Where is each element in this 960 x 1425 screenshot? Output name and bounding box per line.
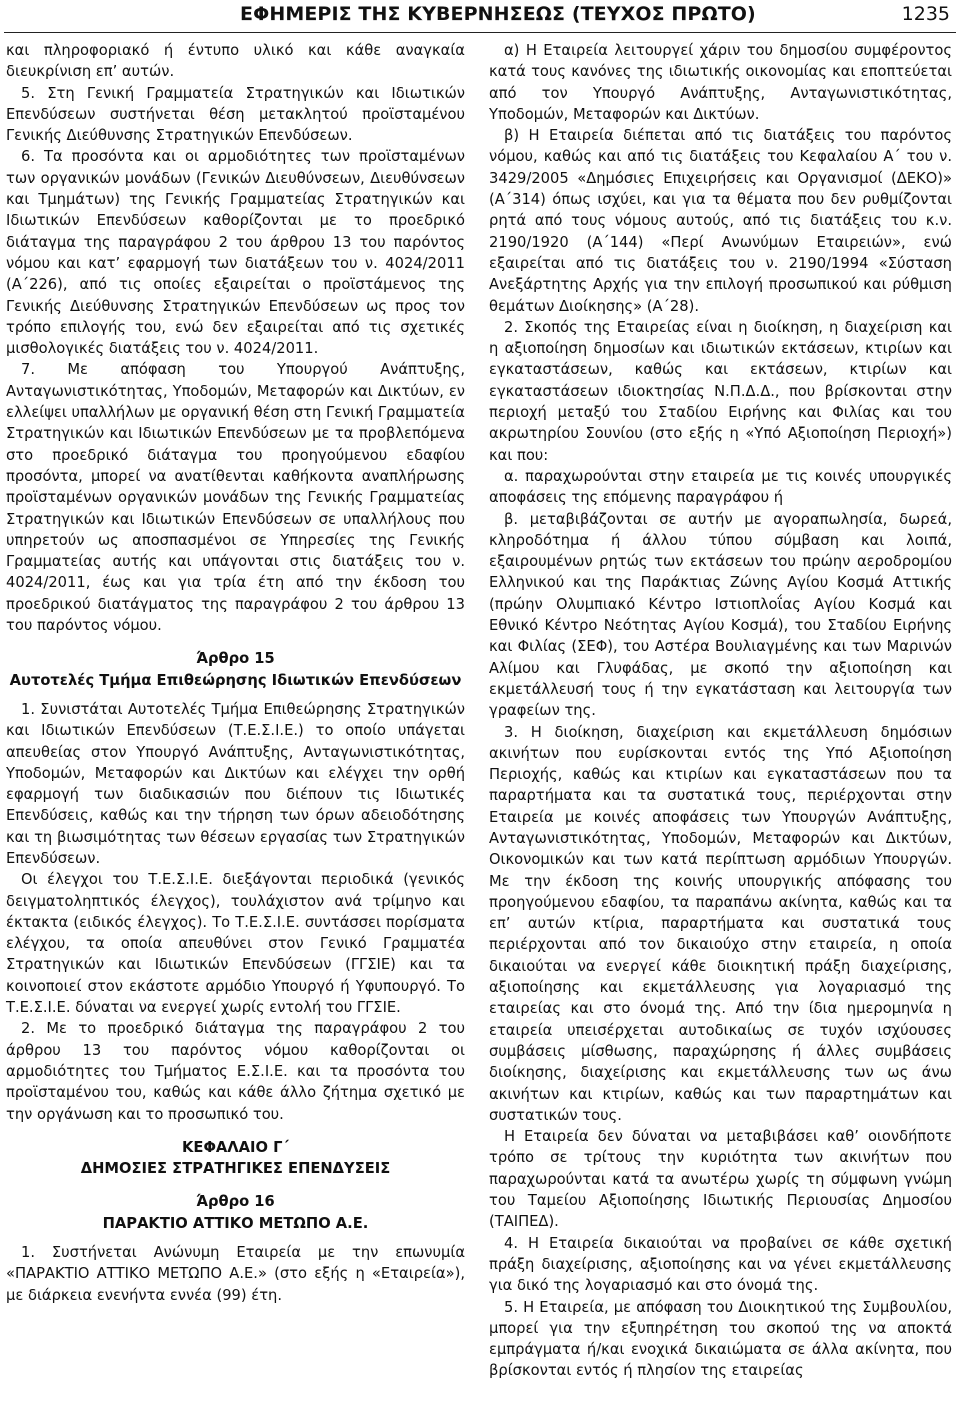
right-column: [489, 40, 952, 1382]
paragraph: Οι έλεγχοι του Τ.Ε.Σ.Ι.Ε. διεξάγονται περιοδικά (γενικός δειγματοληπτικός έλεγχος), τουλάχιστον ανά τρίμηνο και έκτακτα (ειδικός έλεγχος). Το Τ.Ε.Σ.Ι.Ε. συντάσσει πορίσματα ελέγχου, τα οποία απευθύνει στον Γενικό Γραμματέα Στρατηγικών και Ιδιωτικών Επενδύσεων (ΓΓΣΙΕ) και τα κοινοποιεί στον εκάστοτε αρμόδιο Υπουργό ή Υφυπουργό. Το Τ.Ε.Σ.Ι.Ε. δύναται να ενεργεί χωρίς εντολή του ΓΓΣΙΕ.: [6, 871, 465, 1017]
chapter-subheading: ΔΗΜΟΣΙΕΣ ΣΤΡΑΤΗΓΙΚΕΣ ΕΠΕΝΔΥΣΕΙΣ: [80, 1160, 391, 1178]
paragraph: 1. Συστήνεται Ανώνυμη Εταιρεία με την επωνυμία «ΠΑΡΑΚΤΙΟ ΑΤΤΙΚΟ ΜΕΤΩΠΟ Α.Ε.» (στο εξής η «Εταιρεία»), με διάρκεια ενενήντα εννέα (99) έτη.: [6, 1244, 465, 1304]
paragraph: 5. Στη Γενική Γραμματεία Στρατηγικών και Ιδιωτικών Επενδύσεων συστήνεται θέση μετακλητού προϊσταμένου Γενικής Διεύθυνσης Στρατηγικών Επενδύσεων.: [6, 84, 465, 145]
paragraph: 5. Η Εταιρεία, με απόφαση του Διοικητικού της Συμβουλίου, μπορεί για την εξυπηρέτηση του σκοπού της να αποκτά εμπράγματα ή/και ενοχικά δικαιώματα σε άλλα ακίνητα, που βρίσκονται εντός ή πλησίον της εταιρείας: [489, 1298, 952, 1380]
paragraph: β. μεταβιβάζονται σε αυτήν με αγοραπωλησία, δωρεά, κληροδότημα ή άλλου τύπου σύμβαση και λοιπά, εξαιρουμένων ρητώς των εκτάσεων του πρώην αεροδρομίου Ελληνικού και της Παράκτιας Ζώνης Αγίου Κοσμά Αττικής (πρώην Ολυμπιακό Κέντρο Ιστιοπλοΐας Αγίου Κοσμά και Εθνικό Κέντρο Νεότητας Αγίου Κοσμά), του Σταδίου Ειρήνης και Φιλίας (ΣΕΦ), του Αστέρα Βουλιαγμένης και των Μαρινών Αλίμου και Γλυφάδας, με σκοπό την αξιοποίηση και εκμετάλλευσή τους ή την εγκατάσταση και λειτουργία των γραφείων της.: [489, 510, 952, 720]
paragraph: 2. Με το προεδρικό διάταγμα της παραγράφου 2 του άρθρου 13 του παρόντος νόμου καθορίζονται οι αρμοδιότητες του Τμήματος Ε.Σ.Ι.Ε. και τα προσόντα του προϊσταμένου του, καθώς και κάθε άλλο ζήτημα σχετικό με την οργάνωση και το προσωπικό του.: [6, 1020, 465, 1123]
chapter-heading: ΚΕΦΑΛΑΙΟ Γ΄: [182, 1138, 289, 1156]
article-heading: Άρθρο 15: [196, 650, 275, 668]
paragraph: 7. Με απόφαση του Υπουργού Ανάπτυξης, Ανταγωνιστικότητας, Υποδομών, Μεταφορών και Δικτύων, εν ελλείψει υπαλλήλων με οργανική θέση στη Γενική Γραμματεία Στρατηγικών και Ιδιωτικών Επενδύσεων με τα προβλεπόμενα στο προεδρικό διάταγμα του προηγούμενου εδαφίου προσόντα, μπορεί να ανατίθενται καθήκοντα αναπλήρωσης προϊσταμένων οργανικών μονάδων της Γενικής Γραμματείας Στρατηγικών και Ιδιωτικών Επενδύσεων σε υπαλλήλους που υπηρετούν ως αποσπασμένοι σε Υπηρεσίες της Γενικής Γραμματείας αυτής και υπάγονται στις διατάξεις του ν. 4024/2011, έως και για τρία έτη από την έκδοση του προεδρικού διατάγματος της παραγράφου 2 του άρθρου 13 του παρόντος νόμου.: [6, 361, 465, 635]
page-header: [0, 0, 960, 36]
paragraph: α. παραχωρούνται στην εταιρεία με τις κοινές υπουργικές αποφάσεις της επόμενης παραγράφου ή: [489, 467, 952, 507]
left-column: [6, 40, 465, 1306]
gazette-title: ΕΦΗΜΕΡΙΣ ΤΗΣ ΚΥΒΕΡΝΗΣΕΩΣ (ΤΕΥΧΟΣ ΠΡΩΤΟ): [240, 3, 756, 25]
paragraph: 3. Η διοίκηση, διαχείριση και εκμετάλλευση δημόσιων ακινήτων που ευρίσκονται εντός της Υπό Αξιοποίηση Περιοχής, καθώς και κτιρίων και εγκαταστάσεων που τα παραρτήματα και τα συστατικά τους, περιέρχονται στην Εταιρεία με κοινές αποφάσεις των Υπουργών Ανάπτυξης, Ανταγωνιστικότητας, Υποδομών, Μεταφορών και Δικτύων, Οικονομικών και των κατά περίπτωση αρμόδιων Υπουργών. Με την έκδοση της κοινής υπουργικής απόφασης του προηγούμενου εδαφίου, τα παραπάνω ακίνητα, καθώς και τα επ’ αυτών κτίρια, παραρτήματα και συστατικά τους περιέρχονται από τον δικαιούχο στην εταιρεία, η οποία δικαιούται να ενεργεί κάθε διοικητική πράξη διαχείρισης, αξιοποίησης και εκμετάλλευσης για λογαριασμό της εταιρείας και στο όνομά της. Από την ίδια ημερομηνία η εταιρεία υπεισέρχεται αυτοδικαίως σε τυχόν ισχύουσες συμβάσεις μίσθωσης, παραχώρησης ή άλλες συμβάσεις διοίκησης, διαχείρισης και εκμετάλλευσης των ως άνω ακινήτων και κτιρίων, καθώς και των παραρτημάτων και συστατικών τους.: [489, 723, 952, 1124]
paragraph: β) Η Εταιρεία διέπεται από τις διατάξεις του παρόντος νόμου, καθώς και από τις διατάξεις του Κεφαλαίου Α΄ του ν. 3429/2005 «Δημόσιες Επιχειρήσεις και Οργανισμοί (ΔΕΚΟ)» (Α΄314) όπως ισχύει, και για τα θέματα που δεν ρυθμίζονται ρητά από τους νόμους αυτούς, από τις διατάξεις του κ.ν. 2190/1920 (Α΄144) «Περί Ανωνύμων Εταιρειών», ενώ εξαιρείται από τις διατάξεις του ν. 2190/1994 «Σύσταση Ανεξάρτητης Αρχής για την επιλογή προσωπικού και ρύθμιση θεμάτων Διοίκησης» (Α΄28).: [489, 127, 952, 315]
paragraph: 2. Σκοπός της Εταιρείας είναι η διοίκηση, η διαχείριση και η αξιοποίηση δημοσίων και ιδιωτικών εκτάσεων, κτιρίων και εγκαταστάσεων, καθώς και εκτάσεων, κτιρίων και εγκαταστάσεων ιδιοκτησίας Ν.Π.Δ.Δ., που βρίσκονται στην περιοχή μεταξύ του Σταδίου Ειρήνης και Φιλίας και του ακρωτηρίου Σουνίου (στο εξής η «Υπό Αξιοποίηση Περιοχή») και που:: [489, 318, 952, 464]
article-heading: Άρθρο 16: [196, 1193, 275, 1211]
article-subheading: ΠΑΡΑΚΤΙΟ ΑΤΤΙΚΟ ΜΕΤΩΠΟ Α.Ε.: [102, 1214, 369, 1232]
paragraph: και πληροφοριακό ή έντυπο υλικό και κάθε αναγκαία διευκρίνιση επ’ αυτών.: [6, 42, 465, 81]
paragraph: 6. Τα προσόντα και οι αρμοδιότητες των προϊσταμένων των οργανικών μονάδων (Γενικών Διευθύνσεων, Διευθύνσεων και Τμημάτων) της Γενικής Γραμματείας Στρατηγικών και Ιδιωτικών Επενδύσεων καθορίζονται με το προεδρικό διάταγμα της παραγράφου 2 του άρθρου 13 του παρόντος νόμου και κατ’ εφαρμογή των διατάξεων του ν. 4024/2011 (Α΄226), από τις οποίες εξαιρείται ο προϊστάμενος της Γενικής Διεύθυνσης Στρατηγικών Επενδύσεων ως προς τον τρόπο επιλογής του, ενώ δεν εξαιρείται από τις σχετικές μισθολογικές διατάξεις του ν. 4024/2011.: [6, 148, 465, 358]
page-number: 1235: [901, 3, 950, 25]
header-rule: [4, 32, 956, 33]
paragraph: α) Η Εταιρεία λειτουργεί χάριν του δημοσίου συμφέροντος κατά τους κανόνες της ιδιωτικής οικονομίας και εποπτεύεται από τον Υπουργό Ανάπτυξης, Ανταγωνιστικότητας, Υποδομών, Μεταφορών και Δικτύων.: [489, 42, 952, 123]
paragraph: 1. Συνιστάται Αυτοτελές Τμήμα Επιθεώρησης Στρατηγικών και Ιδιωτικών Επενδύσεων (Τ.Ε.Σ.Ι.Ε.) το οποίο υπάγεται απευθείας στον Υπουργό Ανάπτυξης, Ανταγωνιστικότητας, Υποδομών, Μεταφορών και Δικτύων και ελέγχει την ορθή εφαρμογή των διαδικασιών που διέπουν τις Ιδιωτικές Επενδύσεις, καθώς και την τήρηση των όρων αδειοδότησης και τη βιωσιμότητας των θέσεων εργασίας των Στρατηγικών Επενδύσεων.: [6, 700, 465, 867]
article-subheading: Αυτοτελές Τμήμα Επιθεώρησης Ιδιωτικών Επενδύσεων: [9, 671, 462, 689]
paragraph: 4. Η Εταιρεία δικαιούται να προβαίνει σε κάθε σχετική πράξη διαχείρισης, αξιοποίησης και να γένει εκμετάλλευσης για δικό της λογαριασμό και στο όνομά της.: [489, 1234, 952, 1295]
paragraph: Η Εταιρεία δεν δύναται να μεταβιβάσει καθ’ οιονδήποτε τρόπο σε τρίτους την κυριότητα των ακινήτων που παραχωρούνται κατά τα ανωτέρω χωρίς τη σύμφωνη γνώμη του Ταμείου Αξιοποίησης Ιδιωτικής Περιουσίας Δημοσίου (ΤΑΙΠΕΔ).: [489, 1128, 952, 1231]
